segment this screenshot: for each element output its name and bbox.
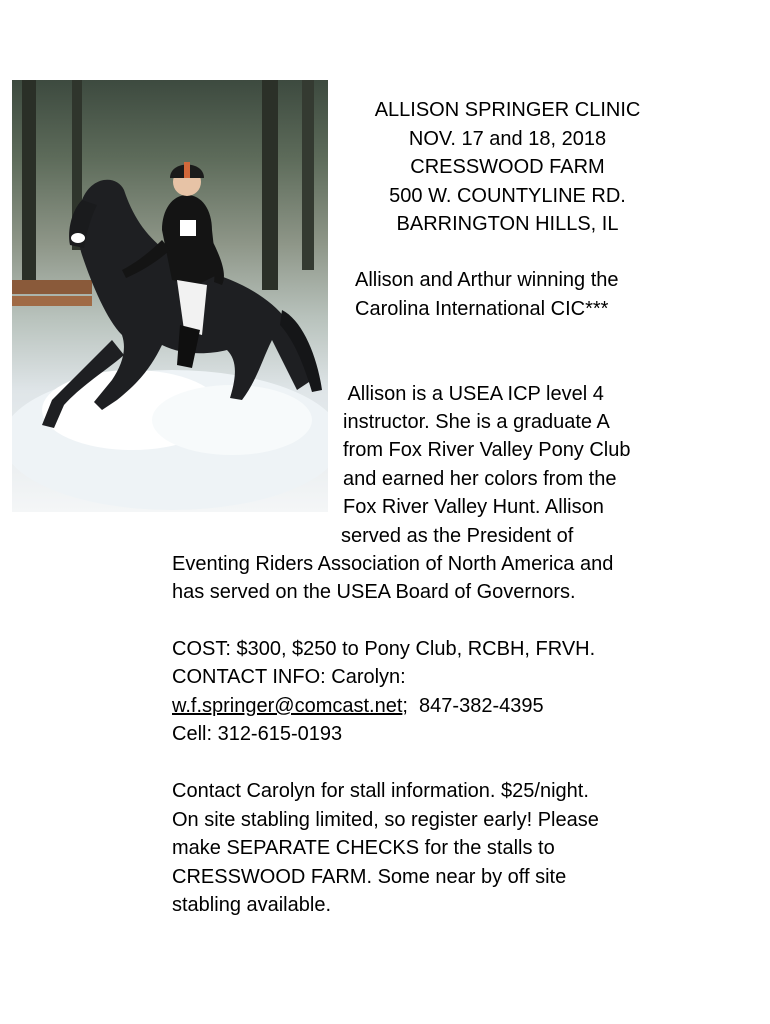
bio-line-6: served as the President of bbox=[341, 525, 574, 547]
event-address: 500 W. COUNTYLINE RD. bbox=[389, 184, 626, 207]
stall-line-3: make SEPARATE CHECKS for the stalls to bbox=[172, 837, 555, 859]
bio-line-5: Fox River Valley Hunt. Allison bbox=[343, 496, 604, 518]
event-city: BARRINGTON HILLS, IL bbox=[396, 213, 619, 235]
stall-line-1: Contact Carolyn for stall information. $25/night. bbox=[172, 780, 589, 802]
contact-phone: ; 847-382-4395 bbox=[402, 695, 544, 717]
bio-line-3: from Fox River Valley Pony Club bbox=[343, 439, 631, 461]
caption-line-2: Carolina International CIC*** bbox=[355, 297, 609, 320]
contact-email-phone bbox=[172, 692, 544, 721]
bio-line-7: Eventing Riders Association of North America and bbox=[172, 553, 614, 575]
horse-rider-illustration bbox=[12, 80, 328, 512]
contact-cell: Cell: 312-615-0193 bbox=[172, 723, 343, 745]
bio-line-4: and earned her colors from the bbox=[343, 468, 617, 490]
horse-rider-photo bbox=[12, 80, 328, 512]
contact-email-link[interactable]: w.f.springer@comcast.net bbox=[172, 695, 403, 717]
photo-caption bbox=[355, 266, 619, 323]
event-header bbox=[355, 96, 660, 239]
caption-line-1: Allison and Arthur winning the bbox=[355, 269, 619, 291]
cost-line: COST: $300, $250 to Pony Club, RCBH, FRVH. bbox=[172, 638, 596, 660]
contact-info-line: CONTACT INFO: Carolyn: bbox=[172, 666, 406, 688]
event-dates: NOV. 17 and 18, 2018 bbox=[408, 127, 607, 150]
bio-line-1: Allison is a USEA ICP level 4 bbox=[343, 383, 604, 405]
stall-line-5: stabling available. bbox=[172, 894, 331, 916]
stall-line-4: CRESSWOOD FARM. Some near by off site bbox=[172, 866, 567, 888]
bio-line-2: instructor. She is a graduate A bbox=[343, 411, 610, 433]
event-title: ALLISON SPRINGER CLINIC bbox=[374, 99, 641, 121]
stall-line-2: On site stabling limited, so register early! Please bbox=[172, 809, 599, 831]
event-venue: CRESSWOOD FARM bbox=[410, 156, 605, 178]
bio-line-8: has served on the USEA Board of Governors. bbox=[172, 581, 576, 603]
